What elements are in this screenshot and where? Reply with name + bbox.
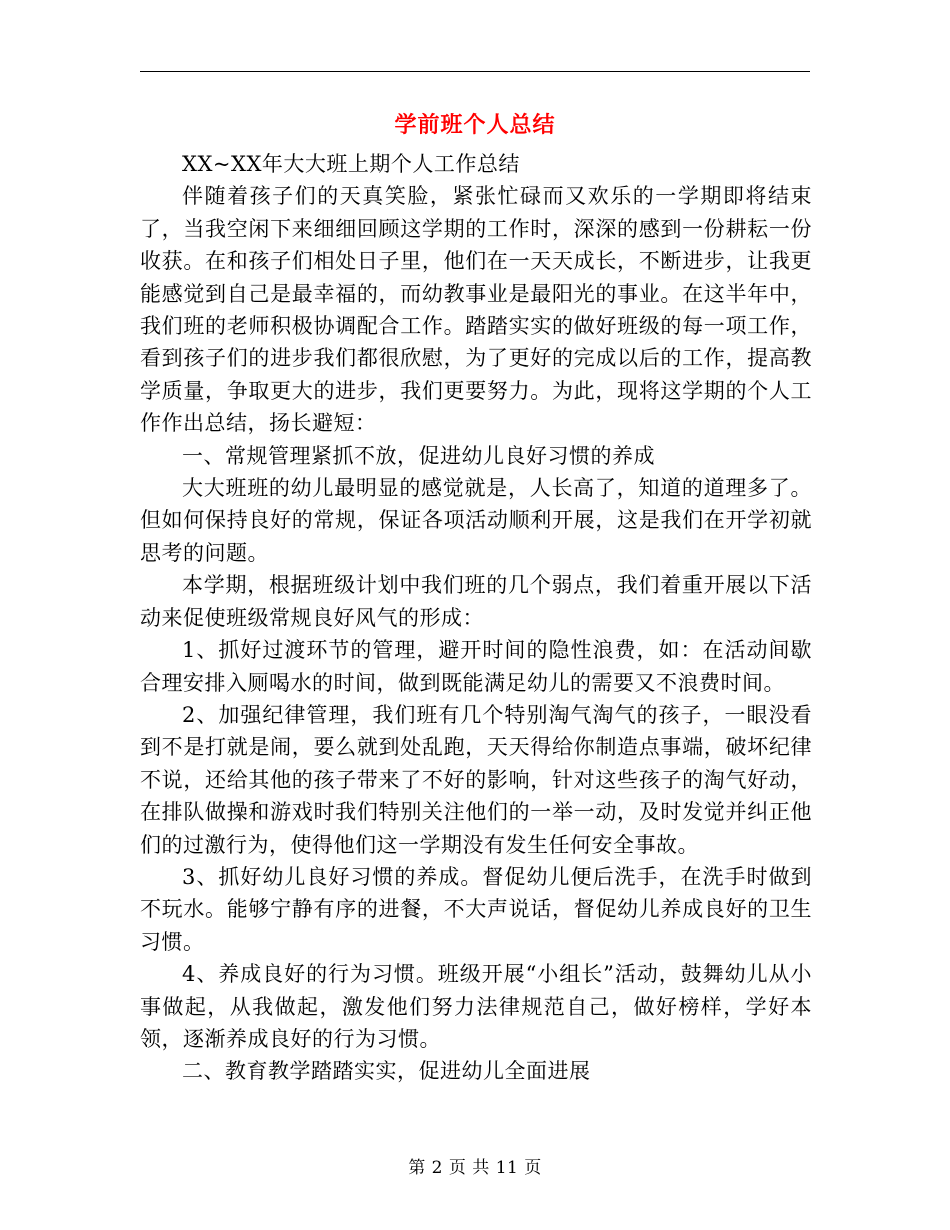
subtitle: XX~XX年大大班上期个人工作总结 (182, 152, 520, 176)
paragraph: 大大班班的幼儿最明显的感觉就是，人长高了，知道的道理多了。但如何保持良好的常规，保证各项活动顺利开展，这是我们在开学初就思考的问题。 (140, 476, 812, 565)
page-number: 第 2 页 共 11 页 (408, 1158, 542, 1178)
list-item: 3、抓好幼儿良好习惯的养成。督促幼儿便后洗手，在洗手时做到不玩水。能够宁静有序的进餐，不大声说话，督促幼儿养成良好的卫生习惯。 (140, 864, 812, 954)
list-item: 1、抓好过渡环节的管理，避开时间的隐性浪费，如：在活动间歇合理安排入厕喝水的时间，做到既能满足幼儿的需要又不浪费时间。 (140, 638, 812, 695)
document-body (140, 148, 812, 1088)
header-rule (140, 71, 810, 72)
list-item: 4、养成良好的行为习惯。班级开展“小组长”活动，鼓舞幼儿从小事做起，从我做起，激发他们努力法律规范自己，做好榜样，学好本领，逐渐养成良好的行为习惯。 (140, 962, 812, 1051)
section-heading-1: 一、常规管理紧抓不放，促进幼儿良好习惯的养成 (182, 443, 655, 468)
paragraph-intro: 伴随着孩子们的天真笑脸，紧张忙碌而又欢乐的一学期即将结束了，当我空闲下来细细回顾这学期的工作时，深深的感到一份耕耘一份收获。在和孩子们相处日子里，他们在一天天成长，不断进步，让我更能感觉到自己是最幸福的，而幼教事业是最阳光的事业。在这半年中，我们班的老师积极协调配合工作。踏踏实实的做好班级的每一项工作，看到孩子们的进步我们都很欣慰，为了更好的完成以后的工作，提高教学质量，争取更大的进步，我们更要努力。为此，现将这学期的个人工作作出总结，扬长避短： (140, 184, 812, 436)
section-heading-2: 二、教育教学踏踏实实，促进幼儿全面进展 (182, 1059, 591, 1084)
paragraph: 本学期，根据班级计划中我们班的几个弱点，我们着重开展以下活动来促使班级常规良好风气的形成： (140, 573, 812, 630)
list-item: 2、加强纪律管理，我们班有几个特别淘气淘气的孩子，一眼没看到不是打就是闹，要么就到处乱跑，天天得给你制造点事端，破坏纪律不说，还给其他的孩子带来了不好的影响，针对这些孩子的淘气好动，在排队做操和游戏时我们特别关注他们的一举一动，及时发觉并纠正他们的过激行为，使得他们这一学期没有发生任何安全事故。 (140, 702, 812, 857)
document-title: 学前班个人总结 (394, 112, 556, 138)
